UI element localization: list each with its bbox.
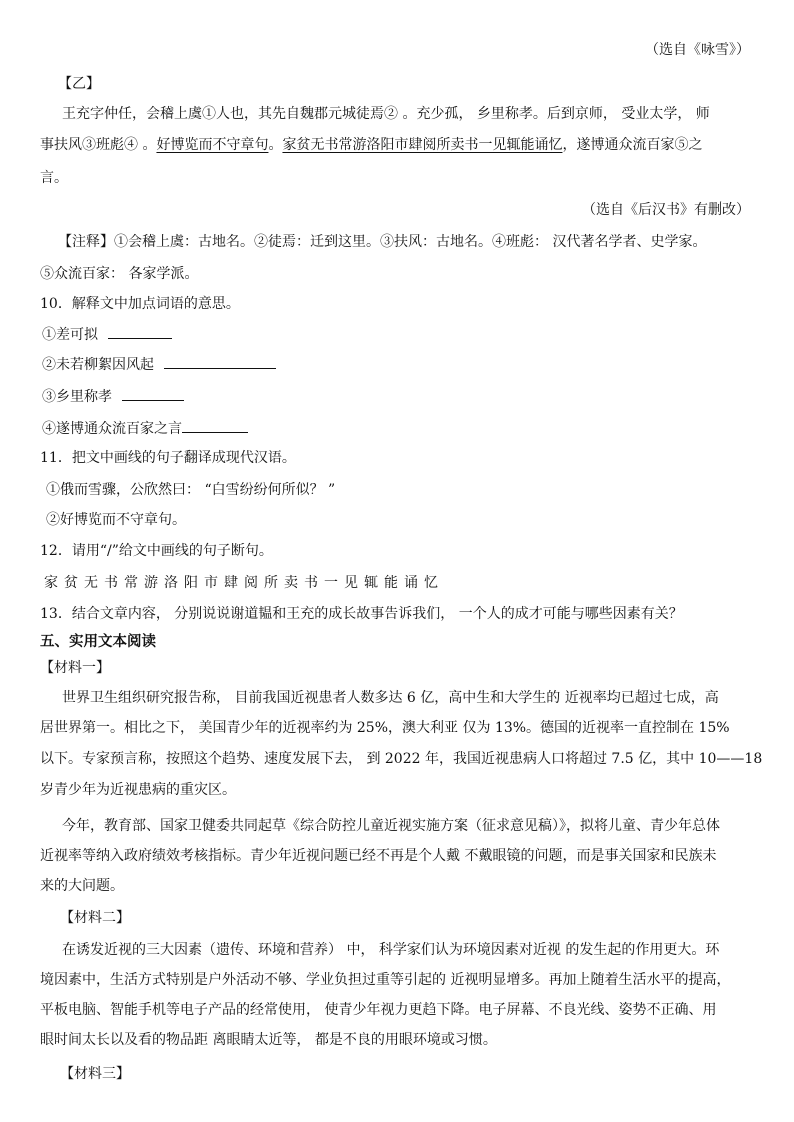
- material-2-line-1: 在诱发近视的三大因素（遗传、环境和营养） 中， 科学家们认为环境因素对近视 的发生起的作用更大。环: [62, 942, 720, 958]
- question-10-item-3: [42, 386, 756, 407]
- question-item-text: ④遂博通众流百家之言: [42, 421, 182, 437]
- answer-blank[interactable]: [182, 418, 248, 433]
- question-11-item-2: ②好博览而不守章句。: [46, 512, 186, 528]
- question-item-text: ③乡里称孝: [42, 389, 112, 405]
- annotation-line-1: 【注释】①会稽上虞：古地名。②徒焉：迁到这里。③扶风：古地名。④班彪： 汉代著名学者、史学家。: [58, 234, 707, 250]
- material-label-1: 【材料一】: [40, 660, 110, 676]
- passage-yi-text: ，遂博通众流百家⑤之: [562, 137, 703, 153]
- material-1-line-7: 来的大问题。: [40, 878, 124, 894]
- material-label-3: 【材料三】: [60, 1066, 130, 1082]
- underlined-sentence-1: 好博览而不守章句: [156, 137, 269, 153]
- passage-yi-text: 。: [268, 137, 283, 153]
- material-2-line-2: 境因素中，生活方式特别是户外活动不够、学业负担过重等引起的 近视明显增多。再加上随着生活水平的提高，: [40, 972, 731, 988]
- material-1-line-2: 居世界第一。相比之下， 美国青少年的近视率约为 25%，澳大利亚 仅为 13%。德国的近视率一直控制在 15%: [40, 720, 730, 736]
- question-11-item-1: ①俄而雪骤，公欣然曰： “白雪纷纷何所似？ ”: [46, 482, 336, 498]
- passage-yi-line-1: 王充字仲任，会稽上虞①人也，其先自魏郡元城徒焉② 。充少孤， 乡里称孝。后到京师， 受业太学， 师: [62, 106, 710, 122]
- question-11: 11．把文中画线的句子翻译成现代汉语。: [40, 450, 296, 466]
- material-label-2: 【材料二】: [60, 910, 130, 926]
- material-1-line-3: 以下。专家预言称，按照这个趋势、速度发展下去， 到 2022 年，我国近视患病人口将超过 7.5 亿，其中 10——18: [40, 751, 763, 767]
- passage-yi-line-2: [40, 135, 754, 155]
- question-10-item-4: [42, 418, 756, 439]
- answer-blank[interactable]: [164, 354, 276, 369]
- material-1-line-4: 岁青少年为近视患病的重灾区。: [40, 782, 236, 798]
- question-10-item-2: [42, 354, 756, 375]
- passage-yi-text: 事扶风③班彪④ 。: [40, 137, 157, 153]
- material-1-line-6: 近视率等纳入政府绩效考核指标。青少年近视问题已经不再是个人戴 不戴眼镜的问题，而是事关国家和民族未: [40, 848, 717, 864]
- material-1-line-1: 世界卫生组织研究报告称， 目前我国近视患者人数多达 6 亿，高中生和大学生的 近视率均已超过七成，高: [62, 690, 719, 706]
- question-10: 10．解释文中加点词语的意思。: [40, 296, 240, 312]
- answer-blank[interactable]: [108, 324, 172, 339]
- question-item-text: ②未若柳絮因风起: [42, 357, 154, 373]
- source-citation-houhan: （选自《后汉书》有删改）: [582, 202, 750, 218]
- material-1-line-5: 今年，教育部、国家卫健委共同起草《综合防控儿童近视实施方案（征求意见稿）》，拟将儿童、青少年总体: [62, 818, 720, 834]
- question-12: 12．请用“/”给文中画线的句子断句。: [40, 543, 273, 559]
- section-heading-5: 五、实用文本阅读: [40, 634, 156, 650]
- question-12-sentence: 家贫无书常游洛阳市肆阅所卖书一见辄能诵忆: [44, 575, 444, 591]
- source-citation-yongxue: （选自《咏雪》）: [645, 42, 750, 58]
- passage-label-yi: 【乙】: [58, 76, 100, 92]
- passage-yi-line-3: 言。: [40, 170, 68, 186]
- question-13: 13．结合文章内容， 分别说说谢道韫和王充的成长故事告诉我们， 一个人的成才可能与哪些因素有关？: [40, 606, 683, 622]
- annotation-line-2: ⑤众流百家： 各家学派。: [40, 266, 199, 282]
- material-2-line-3: 平板电脑、智能手机等电子产品的经常使用， 使青少年视力更趋下降。电子屏幕、不良光线、姿势不正确、用: [40, 1002, 717, 1018]
- answer-blank[interactable]: [122, 386, 184, 401]
- material-2-line-4: 眼时间太长以及看的物品距 离眼睛太近等， 都是不良的用眼环境或习惯。: [40, 1032, 497, 1048]
- question-item-text: ①差可拟: [42, 327, 98, 343]
- underlined-sentence-2: 家贫无书常游洛阳市肆阅所卖书一见辄能诵忆: [282, 137, 563, 153]
- question-10-item-1: [42, 324, 756, 345]
